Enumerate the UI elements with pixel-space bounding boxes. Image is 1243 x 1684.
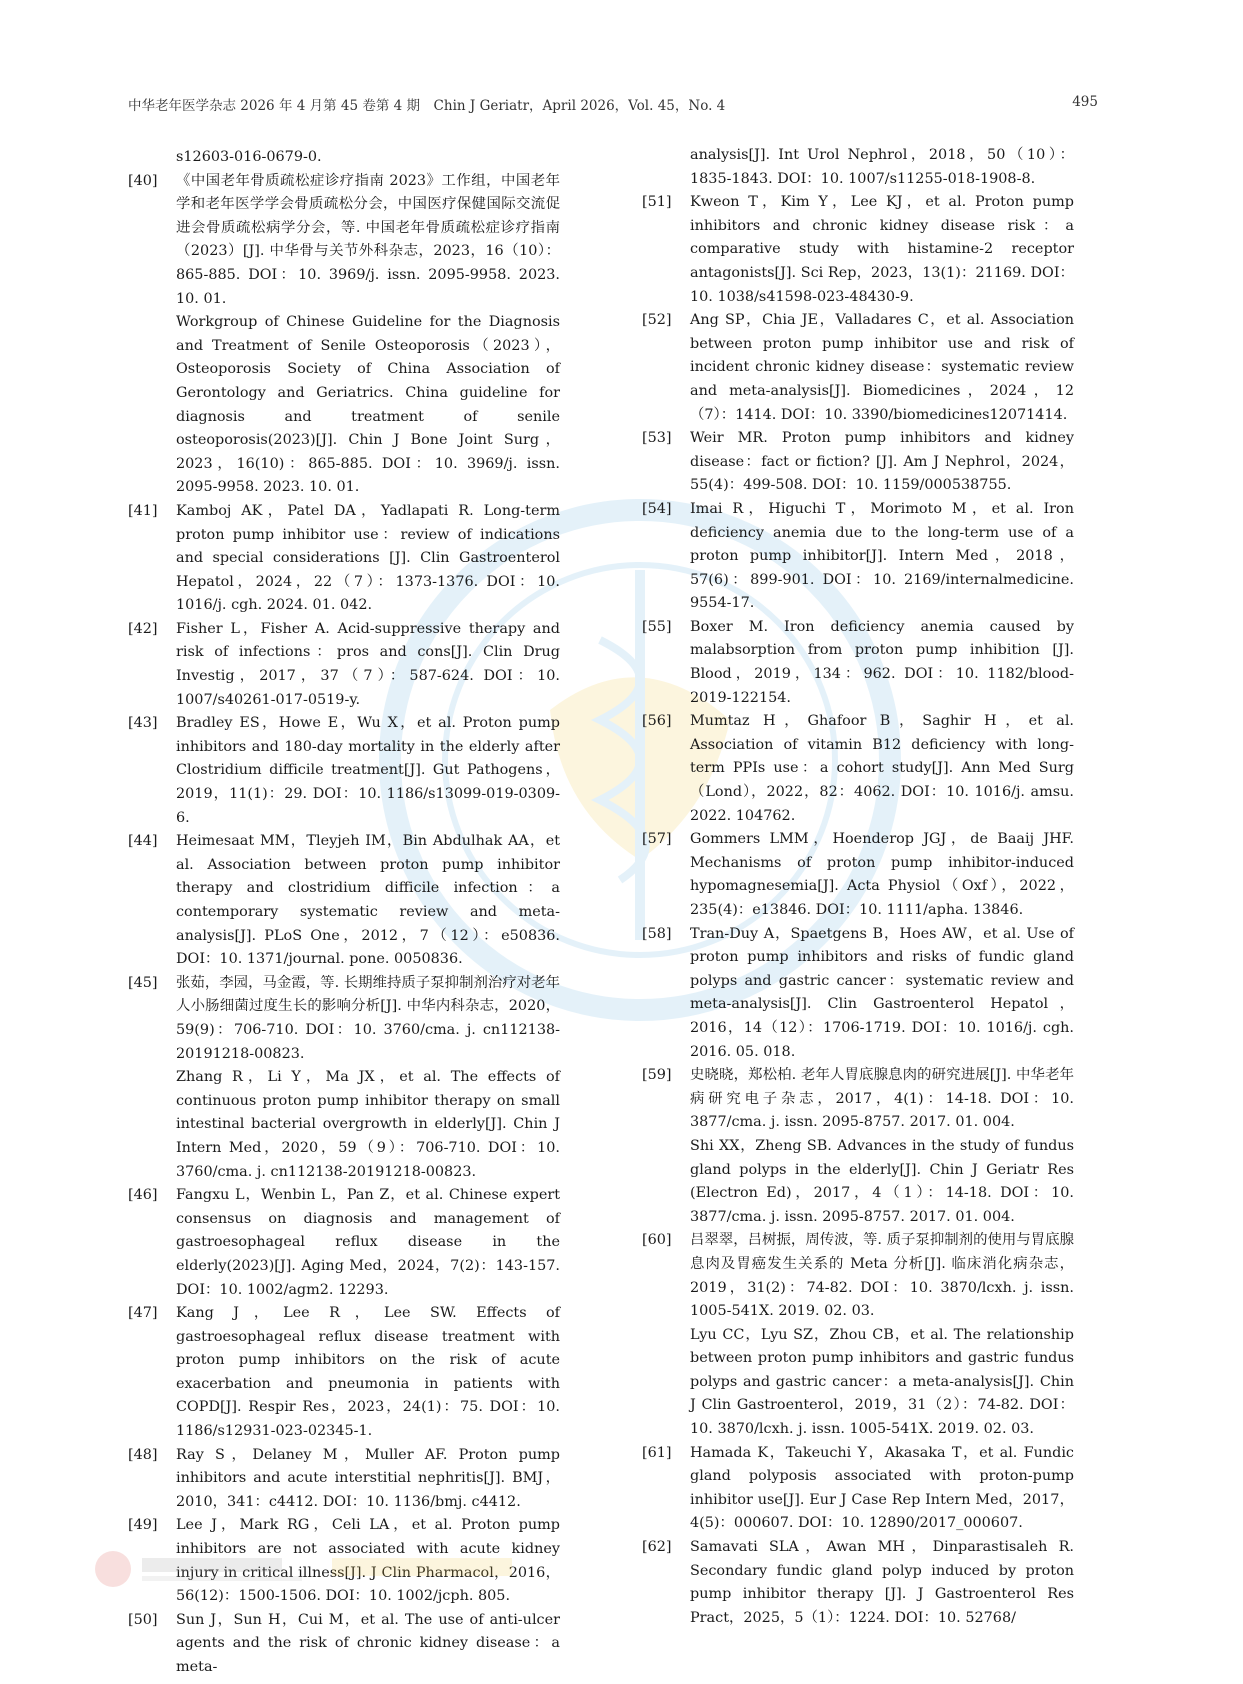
- reference-english-text: Shi XX，Zheng SB. Advances in the study of fundus gland polyps in the elderly[J]. Chin J Geriatr Res (Electron Ed)，2017，4（1）：14-18. DOI：10. 3877/cma. j. issn. 2095-8757. 2017. 01. 004.: [690, 1137, 1074, 1225]
- reference-text: Sun J，Sun H，Cui M，et al. The use of anti-ulcer agents and the risk of chronic kidney disease：a meta-: [176, 1611, 560, 1675]
- reference-number: [60]: [642, 1232, 672, 1249]
- reference-text: Kamboj AK，Patel DA，Yadlapati R. Long-term proton pump inhibitor use：review of indications and special considerations [J]. Clin Gastroenterol Hepatol，2024，22（7）：1373-1376. DOI：10. 1016/j. cgh. 2024. 01. 042.: [176, 502, 560, 614]
- reference-text: Heimesaat MM，Tleyjeh IM，Bin Abdulhak AA，et al. Association between proton pump inhibitor therapy and clostridium difficile infection：a contemporary systematic review and meta-analysis[J]. PLoS One，2012，7（12）：e50836. DOI：10. 1371/journal. pone. 0050836.: [176, 833, 560, 968]
- reference-number: [62]: [642, 1539, 672, 1556]
- reference-item: [128, 1514, 560, 1608]
- reference-item: [128, 1444, 560, 1515]
- reference-item: [642, 191, 1074, 309]
- reference-number: [42]: [128, 620, 158, 637]
- reference-english-text: Lyu CC，Lyu SZ，Zhou CB，et al. The relationship between proton pump inhibitors and gastric fundus polyps and gastric cancer：a meta-analysis[J]. Chin J Clin Gastroenterol，2019，31（2）：74-82. DOI：10. 3870/lcxh. j. issn. 1005-541X. 2019. 02. 03.: [690, 1326, 1074, 1438]
- reference-english-text: Zhang R，Li Y，Ma JX，et al. The effects of continuous proton pump inhibitor therapy on small intestinal bacterial overgrowth in elderly[J]. Chin J Intern Med，2020，59（9）：706-710. DOI：10. 3760/cma. j. cn112138-20191218-00823.: [176, 1069, 560, 1180]
- journal-citation: 中华老年医学杂志 2026 年 4 月第 45 卷第 4 期 Chin J Geriatr，April 2026，Vol. 45，No. 4: [128, 98, 726, 114]
- reference-continuation: analysis[J]. Int Urol Nephrol，2018，50（10）：1835-1843. DOI：10. 1007/s11255-018-1908-8.: [690, 147, 1074, 187]
- reference-number: [43]: [128, 715, 158, 732]
- reference-number: [57]: [642, 831, 672, 848]
- reference-item: [642, 1442, 1074, 1536]
- reference-number: [49]: [128, 1517, 158, 1534]
- reference-text: Lee J，Mark RG，Celi LA，et al. Proton pump inhibitors are not associated with acute kidney injury in critical illness[J]. J Clin Pharmacol，2016，56(12)：1500-1506. DOI：10. 1002/jcph. 805.: [176, 1517, 560, 1605]
- reference-item: [128, 830, 560, 972]
- reference-item: [642, 1536, 1074, 1630]
- reference-text: Gommers LMM，Hoenderop JGJ，de Baaij JHF. Mechanisms of proton pump inhibitor-induced hypomagnesemia[J]. Acta Physiol（Oxf），2022，235(4)：e13846. DOI：10. 1111/apha. 13846.: [690, 831, 1074, 918]
- reference-item: [642, 828, 1074, 922]
- reference-number: [56]: [642, 713, 672, 730]
- reference-text: Weir MR. Proton pump inhibitors and kidney disease：fact or fiction? [J]. Am J Nephrol，2024，55(4)：499-508. DOI：10. 1159/000538755.: [690, 430, 1074, 494]
- reference-number: [61]: [642, 1444, 672, 1461]
- reference-number: [58]: [642, 925, 672, 942]
- reference-item: [128, 1609, 560, 1680]
- reference-column-left: [128, 146, 560, 1680]
- reference-item: [642, 616, 1074, 710]
- reference-item: [128, 712, 560, 830]
- reference-item: [128, 1184, 560, 1302]
- reference-text: Fisher L，Fisher A. Acid-suppressive therapy and risk of infections：pros and cons[J]. Clin Drug Investig，2017，37（7）：587-624. DOI：10. 1007/s40261-017-0519-y.: [176, 620, 560, 708]
- reference-number: [47]: [128, 1305, 158, 1322]
- reference-number: [45]: [128, 974, 158, 991]
- reference-number: [52]: [642, 312, 672, 329]
- reference-item: [642, 309, 1074, 427]
- reference-text: Samavati SLA，Awan MH，Dinparastisaleh R. Secondary fundic gland polyp induced by proton pump inhibitor therapy [J]. J Gastroenterol Res Pract，2025，5（1）：1224. DOI：10. 52768/: [690, 1539, 1074, 1626]
- reference-column-right: [642, 144, 1074, 1630]
- reference-text: Mumtaz H，Ghafoor B，Saghir H，et al. Association of vitamin B12 deficiency with long-term PPIs use：a cohort study[J]. Ann Med Surg（Lond），2022，82：4062. DOI：10. 1016/j. amsu. 2022. 104762.: [690, 713, 1074, 824]
- reference-text: Ray S，Delaney M，Muller AF. Proton pump inhibitors and acute interstitial nephritis[J]. BMJ，2010，341：c4412. DOI：10. 1136/bmj. c4412.: [176, 1446, 560, 1510]
- reference-item: [128, 972, 560, 1184]
- reference-item: [642, 1229, 1074, 1441]
- reference-number: [50]: [128, 1611, 158, 1628]
- reference-english-text: Workgroup of Chinese Guideline for the Diagnosis and Treatment of Senile Osteoporosis（2023），Osteoporosis Society of China Association of Gerontology and Geriatrics. China guideline for diagnosis and treatment of senile osteoporosis(2023)[J]. Chin J Bone Joint Surg，2023，16(10)：865-885. DOI：10. 3969/j. issn. 2095-9958. 2023. 10. 01.: [176, 314, 560, 496]
- reference-text: Kang J，Lee R，Lee SW. Effects of gastroesophageal reflux disease treatment with proton pump inhibitors on the risk of acute exacerbation and pneumonia in patients with COPD[J]. Respir Res，2023，24(1)：75. DOI：10. 1186/s12931-023-02345-1.: [176, 1305, 560, 1440]
- reference-text: Kweon T，Kim Y，Lee KJ，et al. Proton pump inhibitors and chronic kidney disease risk：a comparative study with histamine-2 receptor antagonists[J]. Sci Rep，2023，13(1)：21169. DOI：10. 1038/s41598-023-48430-9.: [690, 194, 1074, 305]
- reference-number: [40]: [128, 172, 158, 189]
- reference-number: [51]: [642, 194, 672, 211]
- reference-text: Bradley ES，Howe E，Wu X，et al. Proton pump inhibitors and 180-day mortality in the elderly after Clostridium difficile treatment[J]. Gut Pathogens，2019，11(1)：29. DOI：10. 1186/s13099-019-0309-6.: [176, 715, 560, 826]
- reference-number: [41]: [128, 502, 158, 519]
- reference-text: 史晓晓，郑松柏. 老年人胃底腺息肉的研究进展[J]. 中华老年病研究电子杂志，2017，4(1)：14-18. DOI：10. 3877/cma. j. issn. 2095-8757. 2017. 01. 004.: [690, 1067, 1074, 1131]
- reference-text: Fangxu L，Wenbin L，Pan Z，et al. Chinese expert consensus on diagnosis and management of gastroesophageal reflux disease in the elderly(2023)[J]. Aging Med，2024，7(2)：143-157. DOI：10. 1002/agm2. 12293.: [176, 1187, 560, 1298]
- reference-number: [44]: [128, 833, 158, 850]
- reference-text: Imai R，Higuchi T，Morimoto M，et al. Iron deficiency anemia due to the long-term use of a proton pump inhibitor[J]. Intern Med，2018，57(6)：899-901. DOI：10. 2169/internalmedicine. 9554-17.: [690, 500, 1074, 612]
- reference-number: [46]: [128, 1187, 158, 1204]
- reference-text: Boxer M. Iron deficiency anemia caused by malabsorption from proton pump inhibition [J]. Blood，2019，134：962. DOI：10. 1182/blood-2019-122154.: [690, 618, 1074, 706]
- reference-item: [642, 498, 1074, 616]
- reference-item: [128, 618, 560, 712]
- reference-number: [48]: [128, 1446, 158, 1463]
- running-header: [128, 94, 1098, 116]
- reference-item: [642, 427, 1074, 498]
- reference-item: [128, 500, 560, 618]
- page-number: 495: [1072, 94, 1098, 110]
- reference-item: [128, 1302, 560, 1444]
- reference-text: Tran-Duy A，Spaetgens B，Hoes AW，et al. Use of proton pump inhibitors and risks of fundic gland polyps and gastric cancer：systematic review and meta-analysis[J]. Clin Gastroenterol Hepatol，2016，14（12）：1706-1719. DOI：10. 1016/j. cgh. 2016. 05. 018.: [690, 925, 1074, 1060]
- reference-text: Hamada K，Takeuchi Y，Akasaka T，et al. Fundic gland polyposis associated with proton-pump inhibitor use[J]. Eur J Case Rep Intern Med，2017，4(5)：000607. DOI：10. 12890/2017_000607.: [690, 1444, 1074, 1532]
- reference-text: 《中国老年骨质疏松症诊疗指南 2023》工作组，中国老年学和老年医学学会骨质疏松分会，中国医疗保健国际交流促进会骨质疏松病学分会，等. 中国老年骨质疏松症诊疗指南（2023）[J]. 中华骨与关节外科杂志，2023，16（10）：865-885. DOI：10. 3969/j. issn. 2095-9958. 2023. 10. 01.: [176, 172, 560, 307]
- reference-text: 张茹，李园，马金霞，等. 长期维持质子泵抑制剂治疗对老年人小肠细菌过度生长的影响分析[J]. 中华内科杂志，2020，59(9)：706-710. DOI：10. 3760/cma. j. cn112138-20191218-00823.: [176, 974, 560, 1062]
- reference-text: Ang SP，Chia JE，Valladares C，et al. Association between proton pump inhibitor use and risk of incident chronic kidney disease：systematic review and meta-analysis[J]. Biomedicines，2024，12（7）：1414. DOI：10. 3390/biomedicines12071414.: [690, 312, 1074, 423]
- reference-number: [55]: [642, 618, 672, 635]
- reference-number: [54]: [642, 500, 672, 517]
- reference-item: [642, 1064, 1074, 1229]
- reference-item: [642, 710, 1074, 828]
- reference-number: [59]: [642, 1067, 672, 1084]
- reference-item: [128, 170, 560, 500]
- reference-item: [642, 923, 1074, 1065]
- reference-continuation: s12603-016-0679-0.: [176, 149, 322, 165]
- reference-text: 吕翠翠，吕树振，周传波，等. 质子泵抑制剂的使用与胃底腺息肉及胃癌发生关系的 Meta 分析[J]. 临床消化病杂志，2019，31(2)：74-82. DOI：10. 3870/lcxh. j. issn. 1005-541X. 2019. 02. 03.: [690, 1232, 1074, 1320]
- reference-number: [53]: [642, 430, 672, 447]
